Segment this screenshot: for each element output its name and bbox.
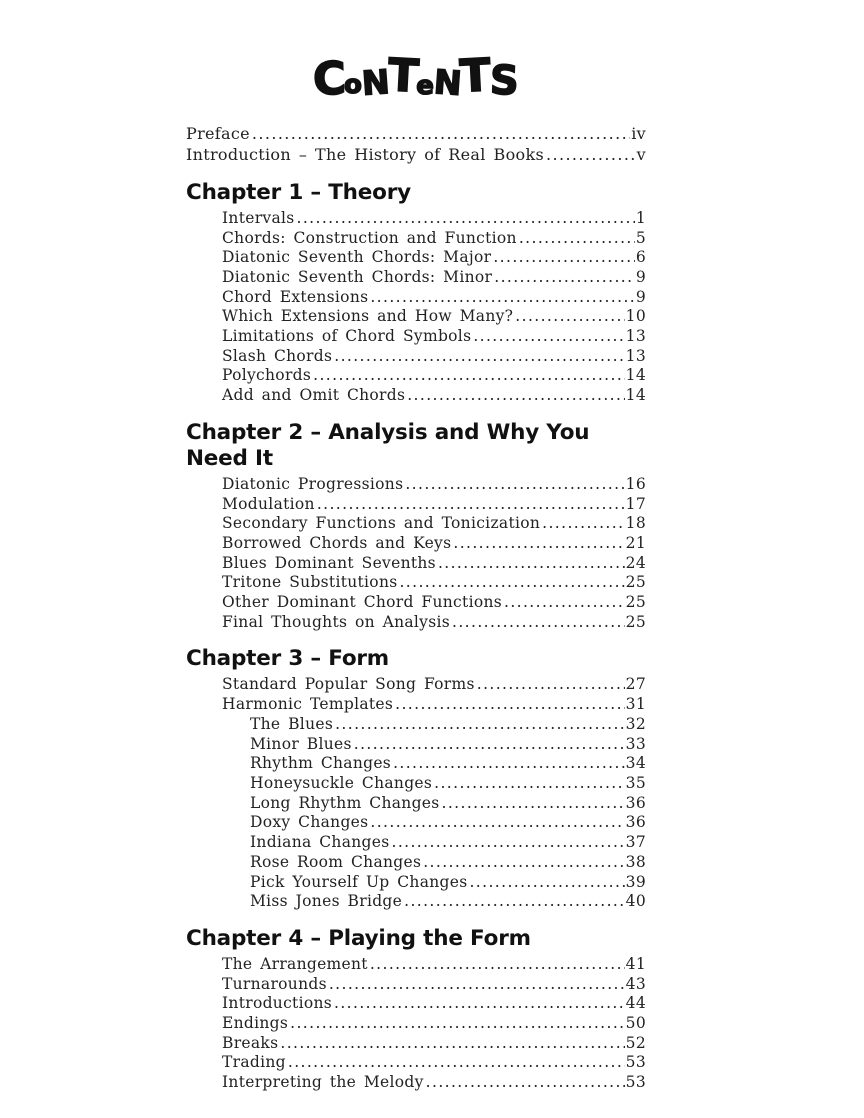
toc-entry-label: Diatonic Progressions (222, 474, 404, 493)
toc-entry-label: Preface (186, 124, 250, 143)
dot-leader (515, 307, 624, 327)
page-number: 35 (625, 773, 646, 792)
toc-entry-label: Other Dominant Chord Functions (222, 593, 502, 612)
toc-content (186, 48, 646, 1093)
chapter-section (186, 926, 646, 1093)
toc-row (186, 209, 646, 229)
toc-row (186, 975, 646, 995)
toc-entry-label: Final Thoughts on Analysis (222, 612, 451, 631)
toc-row (186, 495, 646, 515)
toc-entry-label: Secondary Functions and Tonicization (222, 514, 541, 533)
dot-leader (393, 754, 625, 774)
page-number: 32 (625, 714, 646, 733)
toc-entry-label: Honeysuckle Changes (250, 773, 433, 792)
toc-row (186, 1053, 646, 1073)
dot-leader (334, 994, 625, 1014)
toc-entry-label: Chord Extensions (222, 287, 369, 306)
page-number: 10 (625, 307, 646, 326)
toc-entry-label: Breaks (222, 1033, 279, 1052)
page-number: 14 (625, 386, 646, 405)
toc-row (186, 873, 646, 893)
dot-leader (334, 347, 624, 367)
toc-row (186, 794, 646, 814)
dot-leader (354, 735, 625, 755)
toc-row (186, 833, 646, 853)
page-number: 25 (625, 612, 646, 631)
dot-leader (493, 248, 634, 268)
contents-title-letter: e (416, 71, 434, 101)
dot-leader (423, 853, 624, 873)
page-number: 41 (625, 954, 646, 973)
toc-entry-label: The Blues (250, 714, 334, 733)
toc-entry-label: Minor Blues (250, 734, 352, 753)
dot-leader (370, 955, 625, 975)
chapter-heading: Chapter 4 – Playing the Form (186, 925, 531, 951)
page-number: 50 (625, 1014, 646, 1033)
page-number: 33 (625, 734, 646, 753)
page-number: 6 (635, 248, 646, 267)
toc-row (186, 774, 646, 794)
toc-entry-label: Endings (222, 1014, 289, 1033)
page-number: 43 (625, 974, 646, 993)
toc-entry-label: Which Extensions and How Many? (222, 307, 514, 326)
toc-row (186, 288, 646, 308)
toc-entry-label: Long Rhythm Changes (250, 793, 440, 812)
toc-entry-label: Turnarounds (222, 974, 327, 993)
dot-leader (252, 123, 630, 144)
toc-entry-label: Blues Dominant Sevenths (222, 553, 436, 572)
toc-row (186, 386, 646, 406)
toc-entry-label: Polychords (222, 366, 312, 385)
page-number: iv (631, 124, 646, 143)
page-number: 17 (625, 494, 646, 513)
page-number: 9 (635, 267, 646, 286)
page-number: 21 (625, 533, 646, 552)
contents-title-letter: N (432, 62, 463, 103)
dot-leader (370, 813, 624, 833)
dot-leader (542, 514, 625, 534)
page-number: 27 (625, 675, 646, 694)
front-matter-list (186, 123, 646, 166)
chapter-heading: Chapter 3 – Form (186, 646, 390, 672)
toc-entry-label: Intervals (222, 208, 295, 227)
chapter-section (186, 646, 646, 911)
dot-leader (288, 1053, 625, 1073)
dot-leader (477, 675, 625, 695)
toc-row (186, 1034, 646, 1054)
contents-title-letter: C (312, 51, 347, 106)
page-number: 31 (625, 695, 646, 714)
toc-row (186, 675, 646, 695)
dot-leader (329, 975, 625, 995)
page-number: 37 (625, 833, 646, 852)
toc-row (186, 366, 646, 386)
toc-entry-label: Introductions (222, 994, 333, 1013)
toc-row (186, 994, 646, 1014)
dot-leader (297, 209, 635, 229)
toc-row (186, 892, 646, 912)
chapter-heading: Chapter 2 – Analysis and Why You Need It (186, 419, 590, 471)
page-number: 24 (625, 553, 646, 572)
toc-entry-label: Doxy Changes (250, 813, 369, 832)
page-number: 18 (625, 514, 646, 533)
toc-entry-label: Tritone Substitutions (222, 573, 398, 592)
toc-row (186, 514, 646, 534)
page-number: 13 (625, 327, 646, 346)
toc-row (186, 955, 646, 975)
toc-entry-label: Modulation (222, 494, 315, 513)
dot-leader (453, 534, 624, 554)
toc-entry-label: Rose Room Changes (250, 852, 422, 871)
toc-row (186, 534, 646, 554)
dot-leader (404, 892, 625, 912)
toc-entry-label: Slash Chords (222, 346, 333, 365)
page-number: v (636, 145, 646, 165)
dot-leader (494, 268, 635, 288)
toc-row (186, 715, 646, 735)
page-number: 25 (625, 593, 646, 612)
contents-title-letter: S (489, 57, 520, 105)
toc-entry-label: The Arrangement (222, 954, 368, 973)
toc-entry-label: Trading (222, 1053, 286, 1072)
toc-row (186, 268, 646, 288)
toc-row (186, 144, 646, 165)
dot-leader (335, 715, 625, 735)
contents-title-letter: T (459, 48, 493, 103)
page-number: 36 (625, 813, 646, 832)
dot-leader (317, 495, 625, 515)
chapter-list (186, 180, 646, 1093)
page-number: 44 (625, 994, 646, 1013)
page-number: 9 (635, 287, 646, 306)
toc-entry-label: Indiana Changes (250, 833, 390, 852)
toc-row (186, 695, 646, 715)
toc-row (186, 573, 646, 593)
toc-entry-label: Diatonic Seventh Chords: Minor (222, 267, 493, 286)
page-number: 16 (625, 474, 646, 493)
toc-row (186, 347, 646, 367)
toc-row (186, 307, 646, 327)
toc-row (186, 754, 646, 774)
page-number: 53 (625, 1073, 646, 1092)
toc-entry-label: Introduction – The History of Real Books (186, 145, 544, 165)
toc-entry-label: Add and Omit Chords (222, 386, 406, 405)
toc-entry-label: Interpreting the Melody (222, 1073, 424, 1092)
toc-row (186, 613, 646, 633)
page-number: 1 (635, 208, 646, 227)
dot-leader (504, 593, 625, 613)
page-number: 5 (635, 228, 646, 247)
toc-row (186, 1073, 646, 1093)
dot-leader (399, 573, 624, 593)
toc-row (186, 554, 646, 574)
page-number: 53 (625, 1053, 646, 1072)
dot-leader (519, 229, 635, 249)
page-number: 34 (625, 754, 646, 773)
toc-row (186, 853, 646, 873)
dot-leader (546, 144, 636, 165)
page-number: 52 (625, 1033, 646, 1052)
dot-leader (313, 366, 625, 386)
toc-entry-label: Chords: Construction and Function (222, 228, 517, 247)
dot-leader (442, 794, 625, 814)
dot-leader (405, 475, 624, 495)
contents-title-letter: o (344, 70, 362, 100)
toc-entry-label: Limitations of Chord Symbols (222, 327, 472, 346)
toc-row (186, 475, 646, 495)
page-number: 25 (625, 573, 646, 592)
toc-row (186, 735, 646, 755)
page-number: 36 (625, 793, 646, 812)
toc-row (186, 813, 646, 833)
page-number: 14 (625, 366, 646, 385)
page-number: 38 (625, 852, 646, 871)
contents-title-letter: N (360, 62, 391, 103)
toc-row (186, 1014, 646, 1034)
dot-leader (407, 386, 624, 406)
page-number: 40 (625, 892, 646, 911)
toc-entry-label: Miss Jones Bridge (250, 892, 403, 911)
dot-leader (280, 1034, 624, 1054)
dot-leader (426, 1073, 625, 1093)
dot-leader (392, 833, 625, 853)
toc-row (186, 229, 646, 249)
toc-row (186, 327, 646, 347)
dot-leader (469, 873, 624, 893)
dot-leader (438, 554, 625, 574)
chapter-section (186, 180, 646, 406)
dot-leader (395, 695, 625, 715)
contents-title (186, 48, 646, 106)
page-number: 39 (625, 872, 646, 891)
toc-entry-label: Pick Yourself Up Changes (250, 872, 468, 891)
toc-row (186, 248, 646, 268)
chapter-section (186, 420, 646, 633)
dot-leader (473, 327, 624, 347)
chapter-heading: Chapter 1 – Theory (186, 179, 411, 205)
toc-row (186, 593, 646, 613)
dot-leader (452, 613, 625, 633)
toc-entry-label: Standard Popular Song Forms (222, 675, 475, 694)
toc-entry-label: Diatonic Seventh Chords: Major (222, 248, 492, 267)
dot-leader (434, 774, 625, 794)
toc-entry-label: Rhythm Changes (250, 754, 392, 773)
toc-row (186, 123, 646, 144)
toc-entry-label: Harmonic Templates (222, 695, 394, 714)
dot-leader (370, 288, 634, 308)
dot-leader (290, 1014, 625, 1034)
toc-entry-label: Borrowed Chords and Keys (222, 533, 452, 552)
page-number: 13 (625, 346, 646, 365)
contents-title-letter: T (386, 48, 420, 103)
